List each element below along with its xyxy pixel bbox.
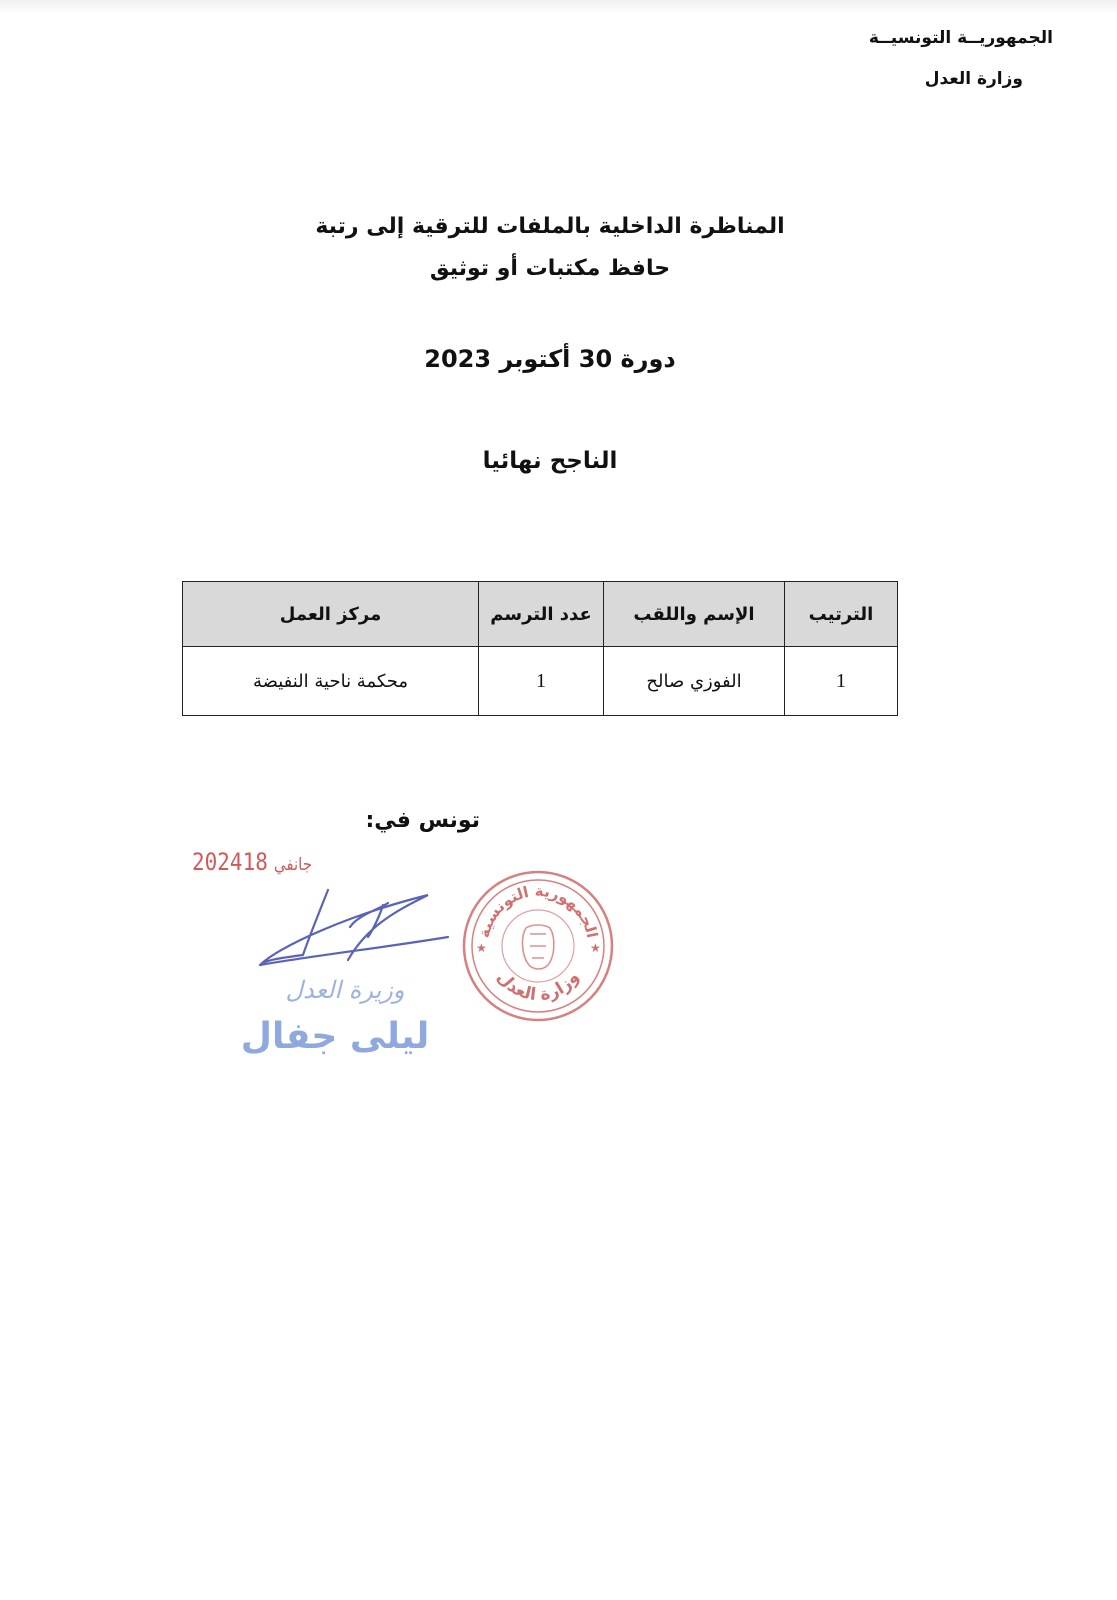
stamp-month: جانفي: [273, 853, 312, 875]
signatory-title: وزيرة العدل: [285, 976, 405, 1004]
svg-text:وزارة العدل: [493, 968, 584, 1006]
cell-rank: 1: [785, 647, 898, 716]
seal-top-text: الجمهورية التونسية: [474, 881, 602, 940]
cell-registration: 1: [479, 647, 604, 716]
stamp-day: 18: [242, 848, 268, 876]
seal-star-icon: ★: [590, 941, 601, 955]
svg-text:الجمهورية التونسية: [475, 882, 602, 940]
header-rank: الترتيب: [785, 582, 898, 647]
cell-name: الفوزي صالح: [604, 647, 785, 716]
date-stamp: [192, 848, 318, 876]
seal-bottom-text: وزارة العدل: [492, 967, 584, 1006]
table-header-row: [183, 582, 898, 647]
signature-icon: [258, 885, 458, 985]
session-date: دورة 30 أكتوبر 2023: [424, 345, 676, 373]
ministry-seal-icon: [460, 868, 616, 1024]
stamp-year: 2024: [192, 848, 243, 876]
table-row: [183, 647, 898, 716]
ministry-label: وزارة العدل: [924, 69, 1023, 89]
header-workplace: مركز العمل: [183, 582, 479, 647]
header-registration: عدد الترسم: [479, 582, 604, 647]
seal-star-icon: ★: [476, 941, 487, 955]
scan-edge: [0, 0, 1117, 14]
republic-label: الجمهوريــة التونسيــة: [868, 28, 1053, 48]
signatory-name: ليلى جفال: [240, 1016, 430, 1057]
title-line-1: المناظرة الداخلية بالملفات للترقية إلى رتبة: [315, 214, 785, 239]
title-line-2: حافظ مكتبات أو توثيق: [429, 256, 671, 281]
document-title: [240, 210, 860, 286]
header-name: الإسم واللقب: [604, 582, 785, 647]
result-heading: الناجح نهائيا: [482, 448, 618, 474]
cell-workplace: محكمة ناحية النفيضة: [183, 647, 479, 716]
letterhead: [869, 30, 1053, 88]
place-date-label: تونس في:: [365, 808, 480, 833]
results-table: [182, 581, 898, 716]
